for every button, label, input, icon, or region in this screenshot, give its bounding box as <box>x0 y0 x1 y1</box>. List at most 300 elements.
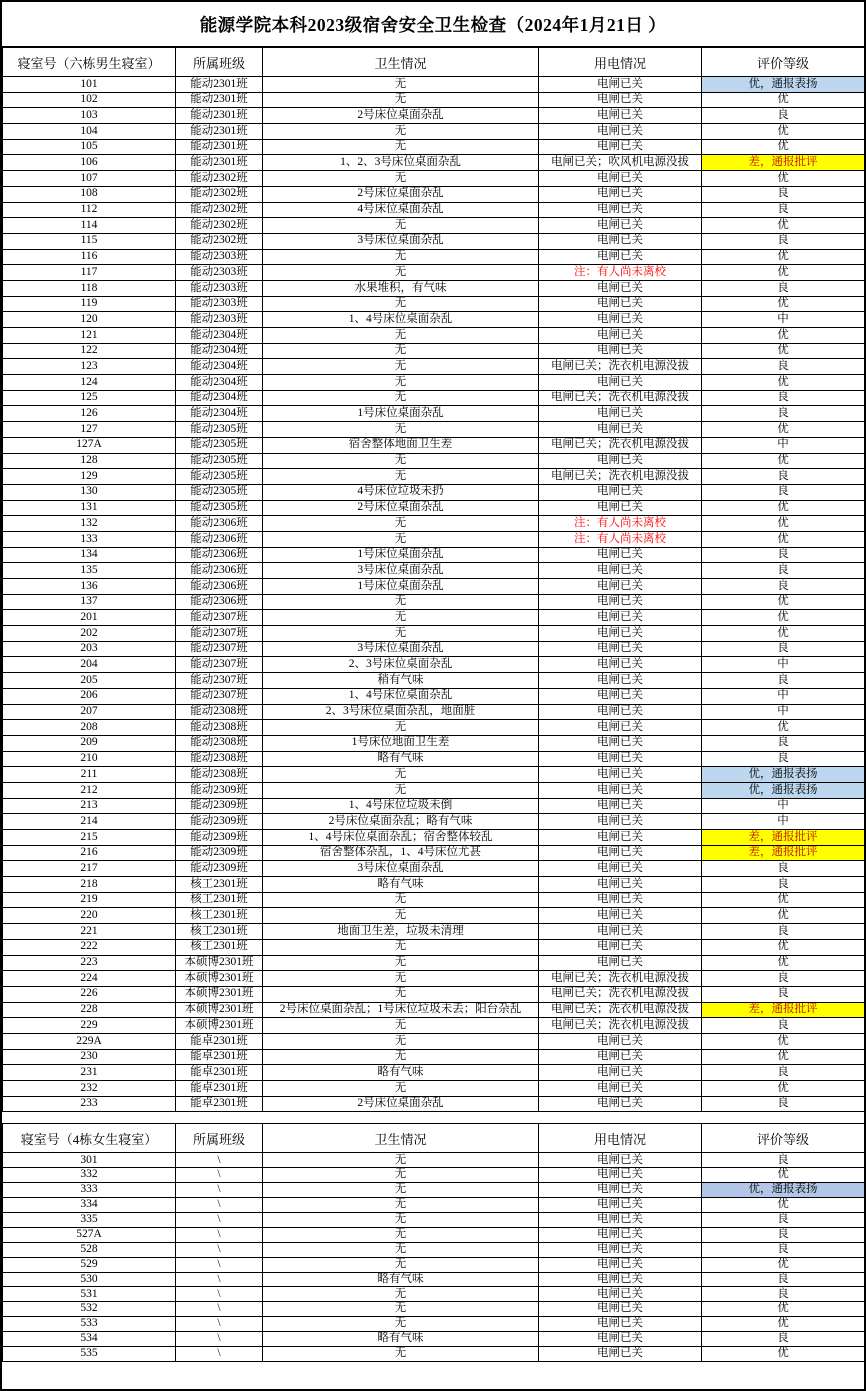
power-cell: 电闸已关 <box>539 453 702 469</box>
power-cell: 电闸已关 <box>539 955 702 971</box>
hygiene-cell: 无 <box>263 1346 539 1361</box>
power-cell: 电闸已关 <box>539 171 702 187</box>
dorm-table-male-building6 <box>2 47 865 1112</box>
table-row <box>3 1081 865 1097</box>
table-row <box>3 390 865 406</box>
hygiene-cell: 无 <box>263 124 539 140</box>
grade-cell: 良 <box>702 1212 865 1227</box>
table-row <box>3 986 865 1002</box>
room-cell: 218 <box>3 877 176 893</box>
hygiene-cell: 无 <box>263 343 539 359</box>
hygiene-cell: 无 <box>263 1018 539 1034</box>
class-cell: 核工2301班 <box>176 892 263 908</box>
class-cell: 能动2308班 <box>176 720 263 736</box>
table-row <box>3 1153 865 1168</box>
power-cell: 电闸已关 <box>539 343 702 359</box>
grade-cell: 良 <box>702 673 865 689</box>
room-cell: 219 <box>3 892 176 908</box>
table-row <box>3 704 865 720</box>
room-cell: 202 <box>3 626 176 642</box>
room-cell: 121 <box>3 328 176 344</box>
room-cell: 125 <box>3 390 176 406</box>
hygiene-cell: 无 <box>263 782 539 798</box>
grade-cell: 优 <box>702 124 865 140</box>
grade-cell: 良 <box>702 233 865 249</box>
room-cell: 212 <box>3 782 176 798</box>
class-cell: 本硕博2301班 <box>176 955 263 971</box>
room-cell: 128 <box>3 453 176 469</box>
power-cell: 电闸已关 <box>539 1242 702 1257</box>
grade-cell: 优 <box>702 453 865 469</box>
class-cell: 能卓2301班 <box>176 1033 263 1049</box>
power-cell: 电闸已关 <box>539 233 702 249</box>
table-row <box>3 139 865 155</box>
table-row <box>3 312 865 328</box>
class-cell: 核工2301班 <box>176 877 263 893</box>
class-cell: 能动2304班 <box>176 343 263 359</box>
hygiene-cell: 2、3号床位桌面杂乱，地面脏 <box>263 704 539 720</box>
table-row <box>3 1272 865 1287</box>
hygiene-cell: 1、4号床位桌面杂乱 <box>263 312 539 328</box>
power-cell: 注：有人尚未离校 <box>539 531 702 547</box>
power-cell: 电闸已关 <box>539 704 702 720</box>
table-row <box>3 688 865 704</box>
hygiene-cell: 无 <box>263 955 539 971</box>
table-row <box>3 908 865 924</box>
column-header: 所属班级 <box>176 48 263 77</box>
class-cell: 本硕博2301班 <box>176 1002 263 1018</box>
hygiene-cell: 略有气味 <box>263 751 539 767</box>
room-cell: 228 <box>3 1002 176 1018</box>
table-row <box>3 1018 865 1034</box>
room-cell: 226 <box>3 986 176 1002</box>
grade-cell: 优 <box>702 1168 865 1183</box>
power-cell: 电闸已关 <box>539 1346 702 1361</box>
table-row <box>3 233 865 249</box>
grade-cell: 良 <box>702 986 865 1002</box>
room-cell: 334 <box>3 1198 176 1213</box>
grade-cell: 优，通报表扬 <box>702 77 865 93</box>
hygiene-cell: 无 <box>263 375 539 391</box>
room-cell: 135 <box>3 563 176 579</box>
class-cell: 能动2308班 <box>176 735 263 751</box>
room-cell: 107 <box>3 171 176 187</box>
class-cell: \ <box>176 1198 263 1213</box>
column-header: 寝室号（4栋女生寝室） <box>3 1124 176 1153</box>
table-row <box>3 673 865 689</box>
hygiene-cell: 无 <box>263 1302 539 1317</box>
room-cell: 133 <box>3 531 176 547</box>
table-row <box>3 469 865 485</box>
room-cell: 215 <box>3 830 176 846</box>
grade-cell: 优 <box>702 610 865 626</box>
class-cell: 能动2306班 <box>176 563 263 579</box>
class-cell: 能动2301班 <box>176 124 263 140</box>
grade-cell: 良 <box>702 406 865 422</box>
hygiene-cell: 无 <box>263 249 539 265</box>
class-cell: 能动2305班 <box>176 469 263 485</box>
table-row <box>3 971 865 987</box>
grade-cell: 优 <box>702 939 865 955</box>
table-row <box>3 1096 865 1112</box>
grade-cell: 优，通报表扬 <box>702 782 865 798</box>
table-row <box>3 1183 865 1198</box>
hygiene-cell: 1、4号床位垃圾未倒 <box>263 798 539 814</box>
column-header: 用电情况 <box>539 48 702 77</box>
class-cell: 能动2301班 <box>176 155 263 171</box>
room-cell: 533 <box>3 1317 176 1332</box>
grade-cell: 良 <box>702 469 865 485</box>
class-cell: 能卓2301班 <box>176 1065 263 1081</box>
room-cell: 224 <box>3 971 176 987</box>
hygiene-cell: 无 <box>263 1227 539 1242</box>
room-cell: 126 <box>3 406 176 422</box>
power-cell: 电闸已关 <box>539 296 702 312</box>
hygiene-cell: 2号床位桌面杂乱 <box>263 1096 539 1112</box>
grade-cell: 优 <box>702 1346 865 1361</box>
power-cell: 电闸已关 <box>539 1212 702 1227</box>
power-cell: 电闸已关 <box>539 1198 702 1213</box>
power-cell: 电闸已关；洗衣机电源没拔 <box>539 971 702 987</box>
table-row <box>3 1212 865 1227</box>
class-cell: 能动2302班 <box>176 202 263 218</box>
class-cell: 能动2302班 <box>176 218 263 234</box>
room-cell: 119 <box>3 296 176 312</box>
power-cell: 电闸已关 <box>539 1081 702 1097</box>
grade-cell: 优 <box>702 343 865 359</box>
grade-cell: 良 <box>702 924 865 940</box>
hygiene-cell: 2号床位桌面杂乱；略有气味 <box>263 814 539 830</box>
room-cell: 214 <box>3 814 176 830</box>
hygiene-cell: 无 <box>263 531 539 547</box>
room-cell: 217 <box>3 861 176 877</box>
table-row <box>3 610 865 626</box>
power-cell: 电闸已关 <box>539 939 702 955</box>
class-cell: 能动2305班 <box>176 453 263 469</box>
power-cell: 电闸已关 <box>539 594 702 610</box>
power-cell: 电闸已关 <box>539 1049 702 1065</box>
class-cell: 能动2309班 <box>176 861 263 877</box>
room-cell: 137 <box>3 594 176 610</box>
room-cell: 114 <box>3 218 176 234</box>
table-row <box>3 1317 865 1332</box>
power-cell: 电闸已关 <box>539 1317 702 1332</box>
hygiene-cell: 1号床位桌面杂乱 <box>263 547 539 563</box>
hygiene-cell: 略有气味 <box>263 1332 539 1347</box>
table-row <box>3 500 865 516</box>
table-row <box>3 1033 865 1049</box>
hygiene-cell: 无 <box>263 1033 539 1049</box>
grade-cell: 差，通报批评 <box>702 845 865 861</box>
power-cell: 电闸已关 <box>539 218 702 234</box>
room-cell: 233 <box>3 1096 176 1112</box>
table-row <box>3 77 865 93</box>
class-cell: 本硕博2301班 <box>176 1018 263 1034</box>
class-cell: 能动2308班 <box>176 767 263 783</box>
grade-cell: 优 <box>702 328 865 344</box>
table-row <box>3 955 865 971</box>
hygiene-cell: 无 <box>263 626 539 642</box>
hygiene-cell: 地面卫生差，垃圾未清理 <box>263 924 539 940</box>
class-cell: 能动2301班 <box>176 77 263 93</box>
class-cell: 能动2306班 <box>176 579 263 595</box>
grade-cell: 优 <box>702 1198 865 1213</box>
room-cell: 527A <box>3 1227 176 1242</box>
class-cell: 能动2302班 <box>176 171 263 187</box>
column-header: 评价等级 <box>702 1124 865 1153</box>
page-title: 能源学院本科2023级宿舍安全卫生检查（2024年1月21日 ） <box>2 2 864 47</box>
table-row <box>3 375 865 391</box>
hygiene-cell: 宿舍整体地面卫生差 <box>263 437 539 453</box>
class-cell: 能动2307班 <box>176 641 263 657</box>
class-cell: 能动2306班 <box>176 531 263 547</box>
hygiene-cell: 无 <box>263 720 539 736</box>
hygiene-cell: 无 <box>263 469 539 485</box>
grade-cell: 中 <box>702 688 865 704</box>
power-cell: 电闸已关 <box>539 375 702 391</box>
grade-cell: 中 <box>702 312 865 328</box>
grade-cell: 良 <box>702 484 865 500</box>
hygiene-cell: 3号床位桌面杂乱 <box>263 641 539 657</box>
power-cell: 电闸已关 <box>539 563 702 579</box>
hygiene-cell: 无 <box>263 1212 539 1227</box>
column-header: 所属班级 <box>176 1124 263 1153</box>
power-cell: 电闸已关 <box>539 720 702 736</box>
power-cell: 电闸已关；洗衣机电源没拔 <box>539 469 702 485</box>
power-cell: 电闸已关 <box>539 767 702 783</box>
power-cell: 电闸已关 <box>539 610 702 626</box>
room-cell: 210 <box>3 751 176 767</box>
grade-cell: 良 <box>702 202 865 218</box>
grade-cell: 优 <box>702 531 865 547</box>
class-cell: 能动2309班 <box>176 845 263 861</box>
grade-cell: 优 <box>702 422 865 438</box>
room-cell: 531 <box>3 1287 176 1302</box>
grade-cell: 良 <box>702 1242 865 1257</box>
room-cell: 120 <box>3 312 176 328</box>
room-cell: 124 <box>3 375 176 391</box>
hygiene-cell: 3号床位桌面杂乱 <box>263 563 539 579</box>
hygiene-cell: 无 <box>263 594 539 610</box>
class-cell: \ <box>176 1272 263 1287</box>
class-cell: 能动2302班 <box>176 186 263 202</box>
grade-cell: 良 <box>702 1272 865 1287</box>
grade-cell: 差，通报批评 <box>702 155 865 171</box>
class-cell: 能动2306班 <box>176 516 263 532</box>
class-cell: 能动2308班 <box>176 751 263 767</box>
column-header: 用电情况 <box>539 1124 702 1153</box>
room-cell: 213 <box>3 798 176 814</box>
class-cell: 能动2309班 <box>176 830 263 846</box>
grade-cell: 优 <box>702 171 865 187</box>
hygiene-cell: 2号床位桌面杂乱 <box>263 186 539 202</box>
room-cell: 530 <box>3 1272 176 1287</box>
hygiene-cell: 无 <box>263 296 539 312</box>
class-cell: 核工2301班 <box>176 939 263 955</box>
room-cell: 106 <box>3 155 176 171</box>
hygiene-cell: 1号床位桌面杂乱 <box>263 406 539 422</box>
dorm-table-female-building4 <box>2 1123 865 1361</box>
table-row <box>3 422 865 438</box>
column-header: 卫生情况 <box>263 48 539 77</box>
power-cell: 电闸已关 <box>539 1183 702 1198</box>
hygiene-cell: 无 <box>263 971 539 987</box>
power-cell: 电闸已关 <box>539 312 702 328</box>
hygiene-cell: 3号床位桌面杂乱 <box>263 861 539 877</box>
class-cell: \ <box>176 1317 263 1332</box>
grade-cell: 良 <box>702 390 865 406</box>
class-cell: \ <box>176 1302 263 1317</box>
table-row <box>3 861 865 877</box>
grade-cell: 优 <box>702 955 865 971</box>
column-header: 评价等级 <box>702 48 865 77</box>
class-cell: 能动2303班 <box>176 312 263 328</box>
class-cell: 能动2304班 <box>176 406 263 422</box>
room-cell: 129 <box>3 469 176 485</box>
room-cell: 229A <box>3 1033 176 1049</box>
room-cell: 534 <box>3 1332 176 1347</box>
table-row <box>3 406 865 422</box>
grade-cell: 良 <box>702 1153 865 1168</box>
class-cell: 核工2301班 <box>176 908 263 924</box>
power-cell: 电闸已关 <box>539 500 702 516</box>
hygiene-cell: 无 <box>263 986 539 1002</box>
power-cell: 电闸已关 <box>539 814 702 830</box>
table-row <box>3 1049 865 1065</box>
class-cell: \ <box>176 1242 263 1257</box>
hygiene-cell: 无 <box>263 1257 539 1272</box>
power-cell: 电闸已关 <box>539 280 702 296</box>
table-gap <box>2 1112 864 1123</box>
power-cell: 电闸已关 <box>539 735 702 751</box>
table-row <box>3 751 865 767</box>
grade-cell: 良 <box>702 1332 865 1347</box>
room-cell: 332 <box>3 1168 176 1183</box>
table-row <box>3 453 865 469</box>
room-cell: 104 <box>3 124 176 140</box>
hygiene-cell: 无 <box>263 767 539 783</box>
table-row <box>3 343 865 359</box>
grade-cell: 良 <box>702 641 865 657</box>
hygiene-cell: 水果堆积，有气味 <box>263 280 539 296</box>
hygiene-cell: 无 <box>263 1049 539 1065</box>
grade-cell: 良 <box>702 579 865 595</box>
grade-cell: 优 <box>702 265 865 281</box>
power-cell: 电闸已关；吹风机电源没拔 <box>539 155 702 171</box>
class-cell: 能动2305班 <box>176 484 263 500</box>
room-cell: 231 <box>3 1065 176 1081</box>
table-row <box>3 892 865 908</box>
room-cell: 123 <box>3 359 176 375</box>
class-cell: 能动2303班 <box>176 280 263 296</box>
power-cell: 电闸已关 <box>539 782 702 798</box>
grade-cell: 中 <box>702 704 865 720</box>
power-cell: 电闸已关；洗衣机电源没拔 <box>539 1018 702 1034</box>
table-row <box>3 328 865 344</box>
grade-cell: 中 <box>702 798 865 814</box>
room-cell: 222 <box>3 939 176 955</box>
class-cell: \ <box>176 1346 263 1361</box>
class-cell: 能动2304班 <box>176 375 263 391</box>
room-cell: 301 <box>3 1153 176 1168</box>
power-cell: 电闸已关；洗衣机电源没拔 <box>539 1002 702 1018</box>
room-cell: 105 <box>3 139 176 155</box>
class-cell: 能动2307班 <box>176 688 263 704</box>
class-cell: 核工2301班 <box>176 924 263 940</box>
hygiene-cell: 无 <box>263 77 539 93</box>
class-cell: 能动2303班 <box>176 249 263 265</box>
grade-cell: 良 <box>702 1287 865 1302</box>
power-cell: 注：有人尚未离校 <box>539 516 702 532</box>
grade-cell: 优 <box>702 908 865 924</box>
hygiene-cell: 无 <box>263 908 539 924</box>
class-cell: \ <box>176 1257 263 1272</box>
power-cell: 注：有人尚未离校 <box>539 265 702 281</box>
grade-cell: 优，通报表扬 <box>702 767 865 783</box>
grade-cell: 优 <box>702 1033 865 1049</box>
grade-cell: 差，通报批评 <box>702 1002 865 1018</box>
room-cell: 207 <box>3 704 176 720</box>
power-cell: 电闸已关 <box>539 547 702 563</box>
power-cell: 电闸已关 <box>539 845 702 861</box>
grade-cell: 优 <box>702 218 865 234</box>
grade-cell: 优 <box>702 1302 865 1317</box>
table-row <box>3 1227 865 1242</box>
table-row <box>3 767 865 783</box>
room-cell: 229 <box>3 1018 176 1034</box>
column-header: 卫生情况 <box>263 1124 539 1153</box>
grade-cell: 良 <box>702 751 865 767</box>
hygiene-cell: 无 <box>263 1183 539 1198</box>
hygiene-cell: 无 <box>263 1081 539 1097</box>
table-row <box>3 814 865 830</box>
power-cell: 电闸已关 <box>539 673 702 689</box>
room-cell: 206 <box>3 688 176 704</box>
class-cell: 能动2303班 <box>176 296 263 312</box>
class-cell: \ <box>176 1287 263 1302</box>
class-cell: \ <box>176 1227 263 1242</box>
class-cell: 能动2309班 <box>176 798 263 814</box>
hygiene-cell: 无 <box>263 892 539 908</box>
power-cell: 电闸已关 <box>539 139 702 155</box>
room-cell: 102 <box>3 92 176 108</box>
power-cell: 电闸已关 <box>539 751 702 767</box>
grade-cell: 优 <box>702 1081 865 1097</box>
power-cell: 电闸已关；洗衣机电源没拔 <box>539 986 702 1002</box>
table-row <box>3 782 865 798</box>
power-cell: 电闸已关 <box>539 1302 702 1317</box>
table-row <box>3 359 865 375</box>
table-row <box>3 1332 865 1347</box>
room-cell: 134 <box>3 547 176 563</box>
hygiene-cell: 无 <box>263 1317 539 1332</box>
table-row <box>3 563 865 579</box>
room-cell: 101 <box>3 77 176 93</box>
room-cell: 529 <box>3 1257 176 1272</box>
hygiene-cell: 无 <box>263 265 539 281</box>
class-cell: 能卓2301班 <box>176 1049 263 1065</box>
hygiene-cell: 无 <box>263 218 539 234</box>
table-row <box>3 1198 865 1213</box>
room-cell: 203 <box>3 641 176 657</box>
room-cell: 333 <box>3 1183 176 1198</box>
power-cell: 电闸已关 <box>539 1227 702 1242</box>
hygiene-cell: 2号床位桌面杂乱；1号床位垃圾未丢；阳台杂乱 <box>263 1002 539 1018</box>
power-cell: 电闸已关 <box>539 484 702 500</box>
power-cell: 电闸已关 <box>539 908 702 924</box>
room-cell: 532 <box>3 1302 176 1317</box>
hygiene-cell: 无 <box>263 1168 539 1183</box>
